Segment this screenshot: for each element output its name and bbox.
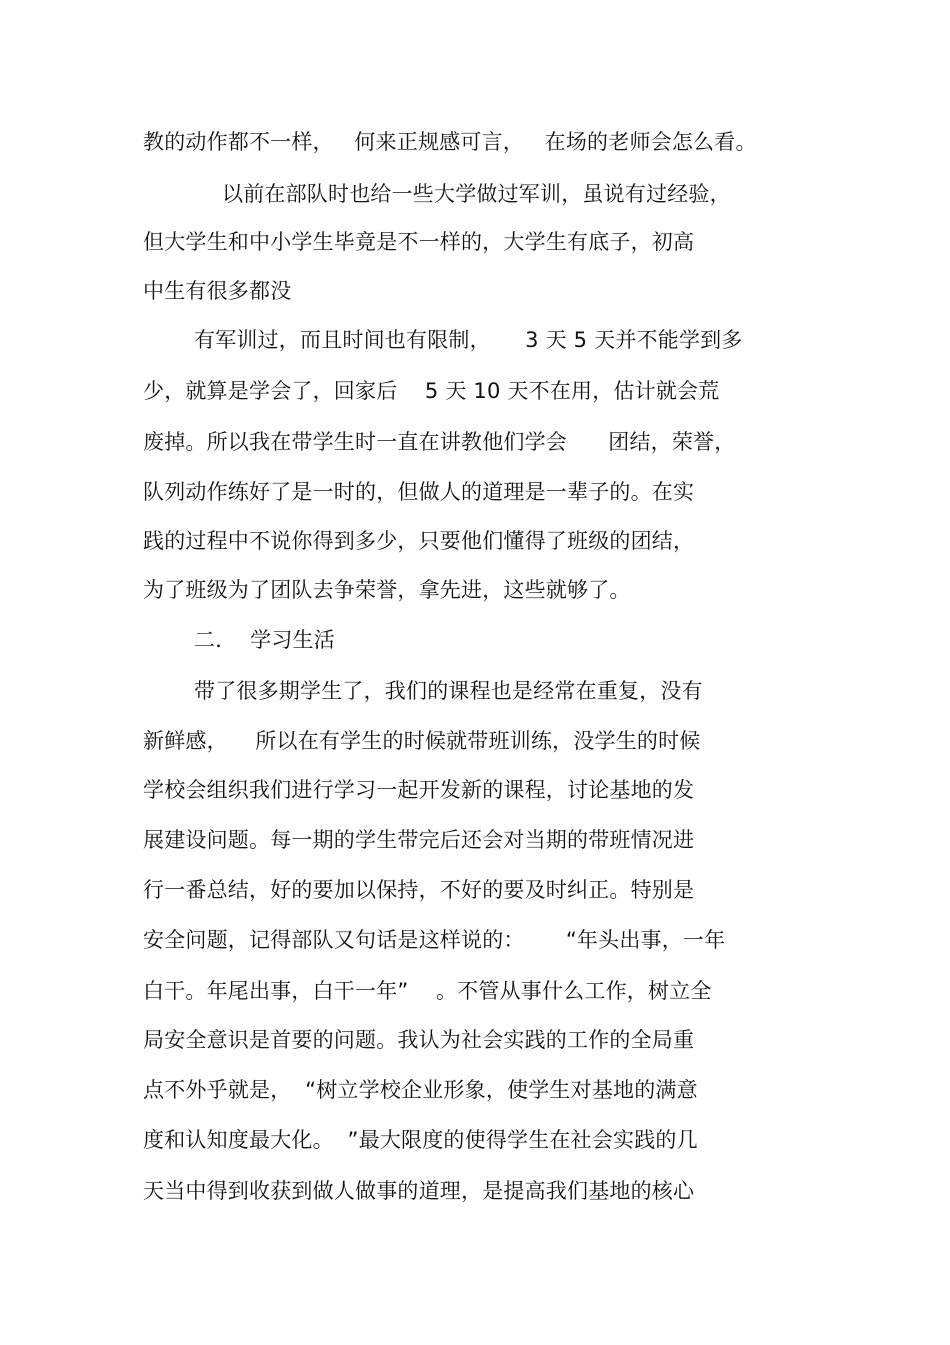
section-heading: 二． 学习生活	[194, 628, 335, 652]
text-line: 白干。年尾出事，白干一年” 。不管从事什么工作，树立全	[143, 979, 712, 1003]
text-line: 少，就算是学会了，回家后 5 天 10 天不在用，估计就会荒	[143, 379, 720, 403]
text-line: 学校会组织我们进行学习一起开发新的课程，讨论基地的发	[143, 778, 695, 802]
text-line: 点不外乎就是， “树立学校企业形象，使学生对基地的满意	[143, 1078, 698, 1102]
text-line: 带了很多期学生了，我们的课程也是经常在重复，没有	[194, 679, 703, 703]
text-line: 中生有很多都没	[143, 279, 292, 303]
text-line: 废掉。所以我在带学生时一直在讲教他们学会 团结，荣誉，	[143, 430, 736, 454]
text-line: 展建设问题。每一期的学生带完后还会对当期的带班情况进	[143, 828, 695, 852]
text-line: 教的动作都不一样， 何来正规感可言， 在场的老师会怎么看。	[143, 130, 757, 154]
text-line: 行一番总结，好的要加以保持，不好的要及时纠正。特别是	[143, 878, 695, 902]
text-line: 新鲜感， 所以在有学生的时候就带班训练，没学生的时候	[143, 729, 701, 753]
text-line: 践的过程中不说你得到多少，只要他们懂得了班级的团结，	[143, 529, 695, 553]
text-line: 为了班级为了团队去争荣誉，拿先进，这些就够了。	[143, 578, 631, 602]
text-line: 以前在部队时也给一些大学做过军训，虽说有过经验，	[222, 182, 731, 206]
text-line: 队列动作练好了是一时的，但做人的道理是一辈子的。在实	[143, 480, 695, 504]
text-line: 天当中得到收获到做人做事的道理，是提高我们基地的核心	[143, 1179, 695, 1203]
text-line: 但大学生和中小学生毕竟是不一样的，大学生有底子，初高	[143, 230, 695, 254]
text-line: 局安全意识是首要的问题。我认为社会实践的工作的全局重	[143, 1028, 695, 1052]
text-line: 有军训过，而且时间也有限制， 3 天 5 天并不能学到多	[194, 328, 743, 352]
text-line: 安全问题，记得部队又句话是这样说的： “年头出事，一年	[143, 928, 726, 952]
text-line: 度和认知度最大化。 ”最大限度的使得学生在社会实践的几	[143, 1128, 698, 1152]
